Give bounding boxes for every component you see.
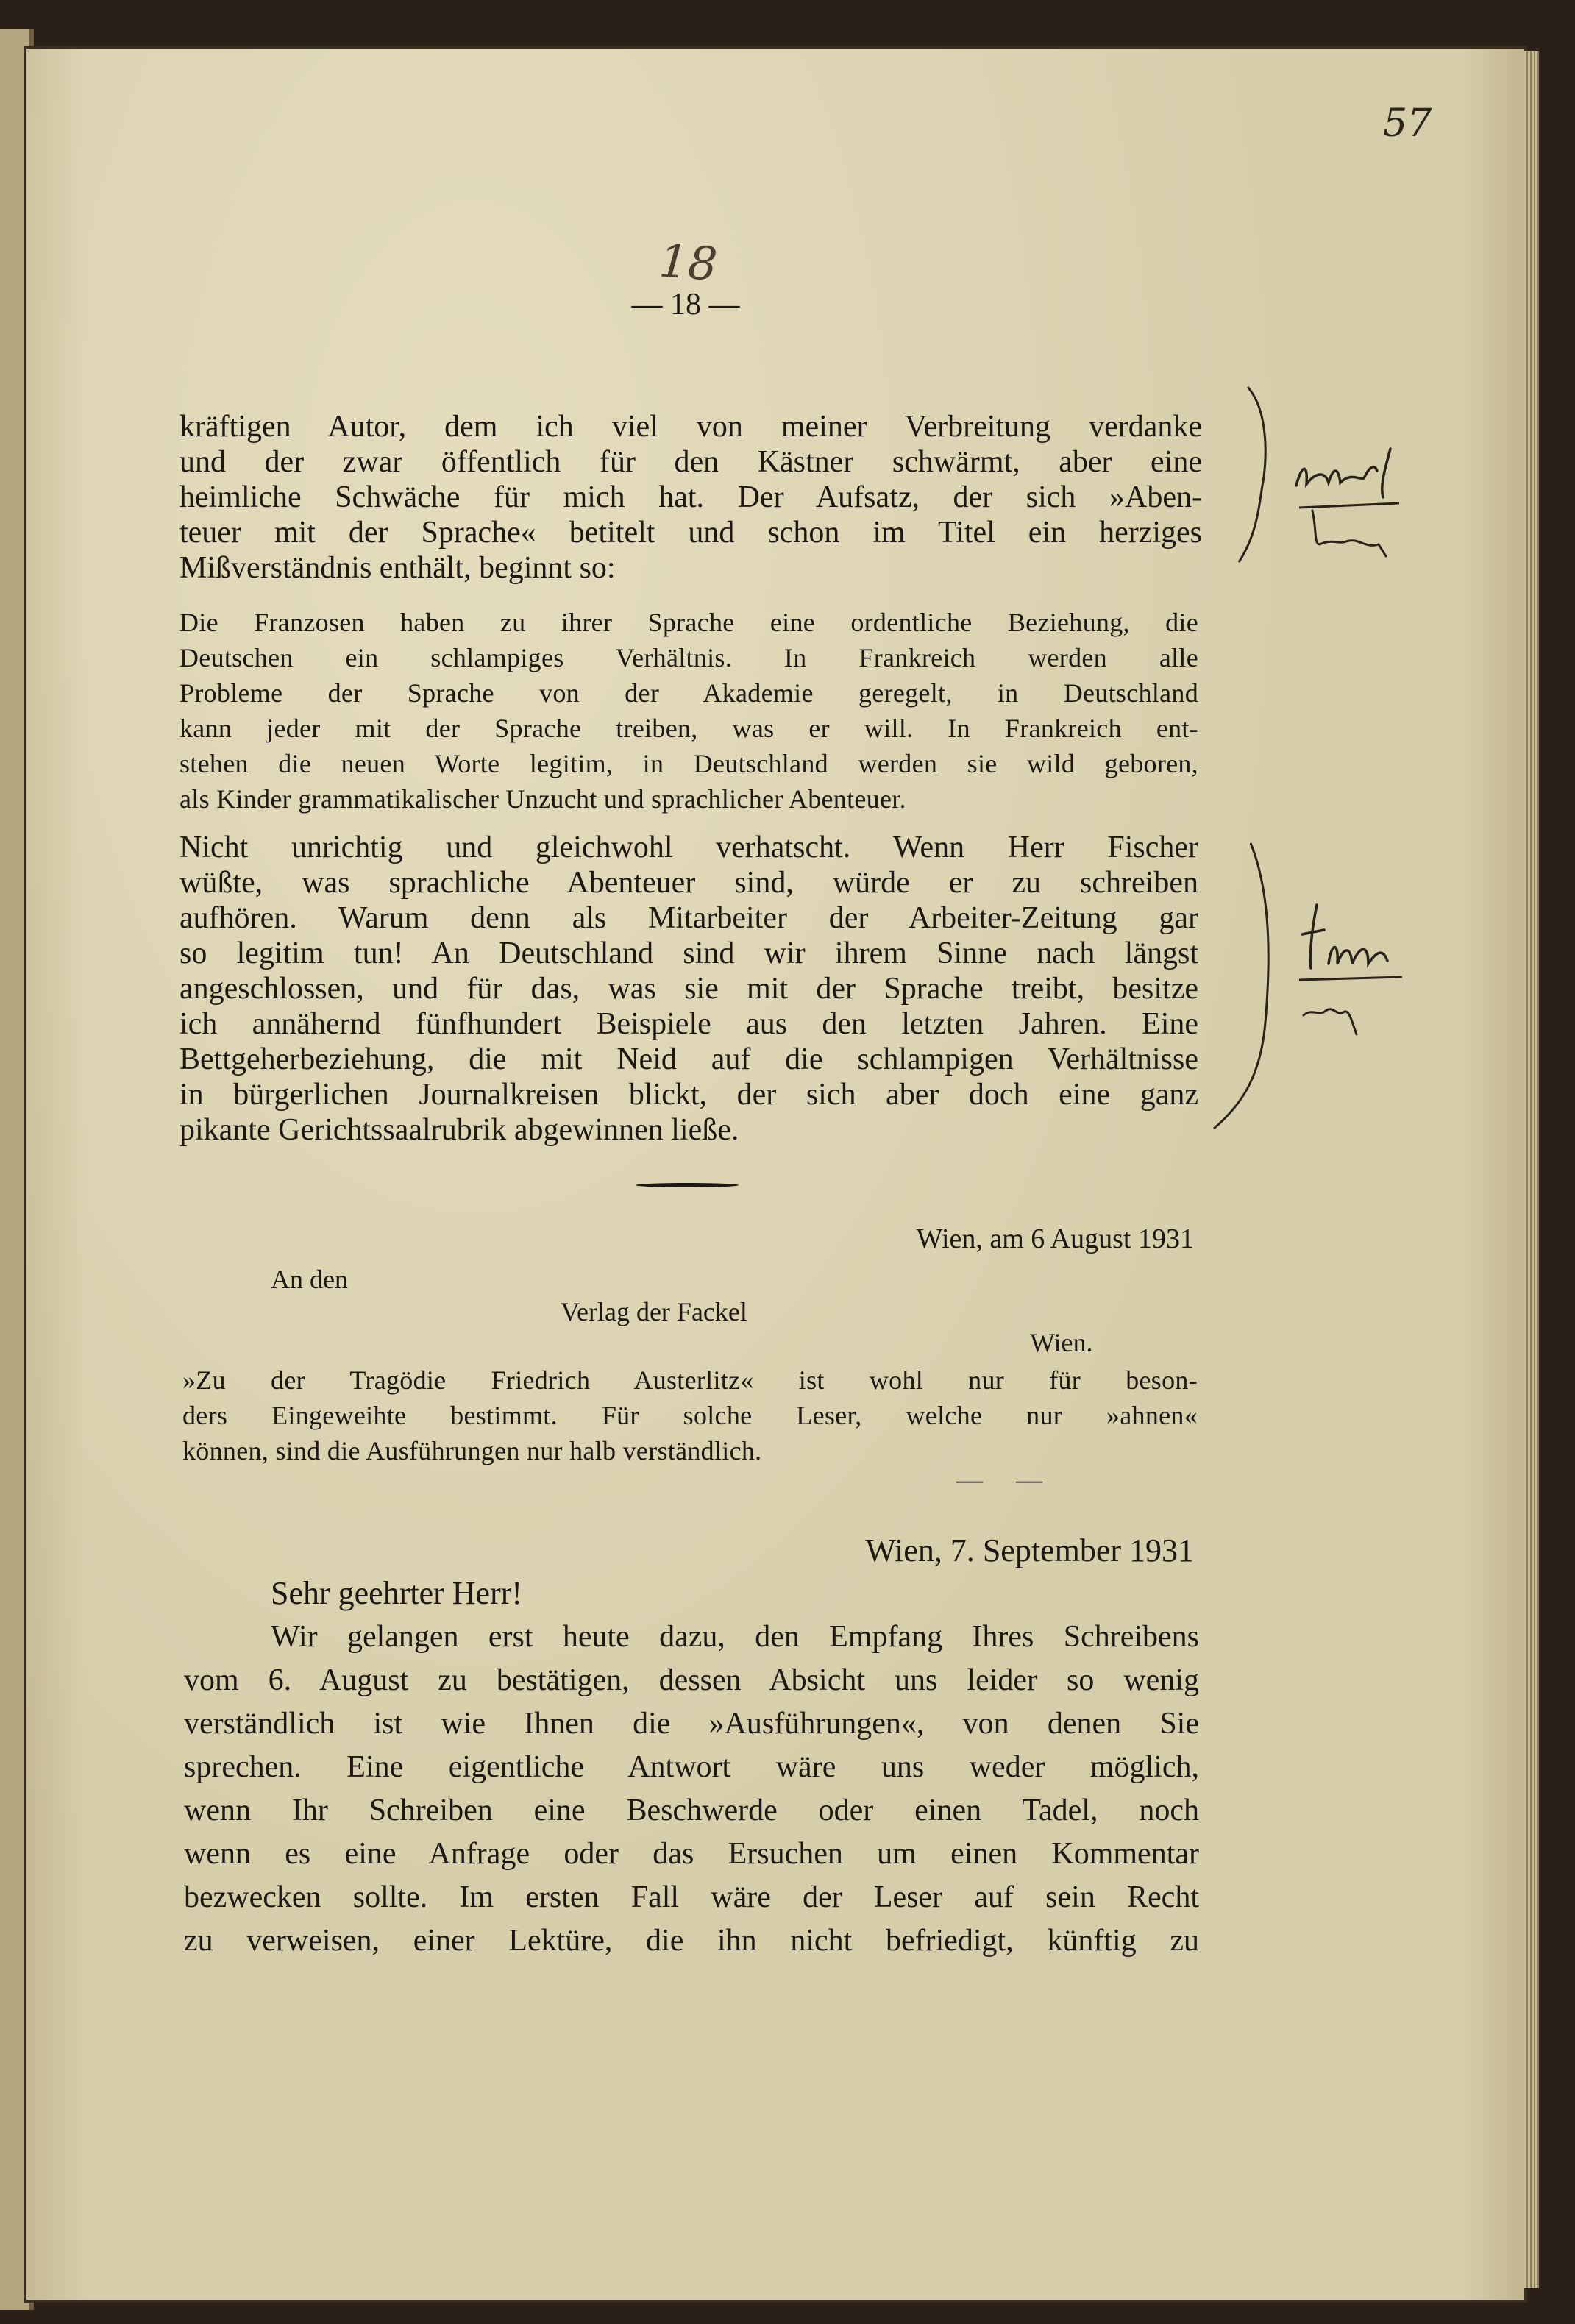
text-line: Wir gelangen erst heute dazu, den Empfang Ihres Schreibens xyxy=(271,1620,1199,1654)
text-line: »Zu der Tragödie Friedrich Austerlitz« ist wohl nur für beson- xyxy=(182,1365,1198,1395)
text-line: so legitim tun! An Deutschland sind wir ihrem Sinne nach längst xyxy=(179,937,1198,970)
margin-scribble-1 xyxy=(1287,434,1412,574)
text-line: wenn es eine Anfrage oder das Ersuchen um einen Kommentar xyxy=(184,1837,1199,1871)
letter-1-date: Wien, am 6 August 1931 xyxy=(916,1223,1194,1254)
page-edges xyxy=(1524,51,1539,2288)
text-line: zu verweisen, einer Lektüre, die ihn nicht befriedigt, künftig zu xyxy=(184,1924,1199,1958)
text-line: sprechen. Eine eigentliche Antwort wäre uns weder möglich, xyxy=(184,1750,1199,1784)
text-line: ich annähernd fünfhundert Beispiele aus den letzten Jahren. Eine xyxy=(179,1007,1198,1041)
text-line: wüßte, was sprachliche Abenteuer sind, würde er zu schreiben xyxy=(179,866,1198,900)
letter-2-body xyxy=(184,1616,1199,1963)
text-line: als Kinder grammatikalischer Unzucht und sprachlicher Abenteuer. xyxy=(179,784,906,814)
block-quote xyxy=(179,605,1198,817)
text-line: bezwecken sollte. Im ersten Fall wäre der Leser auf sein Recht xyxy=(184,1880,1199,1914)
text-line: Bettgeherbeziehung, die mit Neid auf die schlampigen Verhältnisse xyxy=(179,1042,1198,1076)
text-line: vom 6. August zu bestätigen, dessen Absicht uns leider so wenig xyxy=(184,1663,1199,1697)
text-line: pikante Gerichtssaalrubrik abgewinnen ließe. xyxy=(179,1113,739,1147)
text-line: und der zwar öffentlich für den Kästner schwärmt, aber eine xyxy=(179,445,1202,479)
paragraph-1 xyxy=(179,409,1202,586)
text-line: stehen die neuen Worte legitim, in Deutschland werden sie wild geboren, xyxy=(179,749,1198,778)
text-line: wenn Ihr Schreiben eine Beschwerde oder einen Tadel, noch xyxy=(184,1794,1199,1827)
text-line: verständlich ist wie Ihnen die »Ausführungen«, von denen Sie xyxy=(184,1707,1199,1741)
text-line: kann jeder mit der Sprache treiben, was er will. In Frankreich ent- xyxy=(179,714,1198,743)
letter-1-addressee: Verlag der Fackel xyxy=(561,1297,747,1326)
letter-1-salutation: An den xyxy=(271,1265,348,1294)
text-line: Probleme der Sprache von der Akademie geregelt, in Deutschland xyxy=(179,678,1198,708)
text-line: kräftigen Autor, dem ich viel von meiner Verbreitung verdanke xyxy=(179,410,1202,444)
page-number-handwritten: 18 xyxy=(657,233,719,291)
text-line: aufhören. Warum denn als Mitarbeiter der Arbeiter-Zeitung gar xyxy=(179,901,1198,935)
text-line: Deutschen ein schlampiges Verhältnis. In Frankreich werden alle xyxy=(179,643,1198,672)
text-line: Nicht unrichtig und gleichwohl verhatscht. Wenn Herr Fischer xyxy=(179,831,1198,864)
text-line: ders Eingeweihte bestimmt. Für solche Leser, welche nur »ahnen« xyxy=(182,1401,1198,1430)
margin-bracket-2 xyxy=(1206,839,1280,1133)
text-line: heimliche Schwäche für mich hat. Der Aufsatz, der sich »Aben- xyxy=(179,480,1202,514)
text-line: können, sind die Ausführungen nur halb verständlich. xyxy=(182,1436,762,1465)
text-line: teuer mit der Sprache« betitelt und schon im Titel ein herziges xyxy=(179,516,1202,550)
letter-2-greeting: Sehr geehrter Herr! xyxy=(271,1575,523,1611)
paragraph-2 xyxy=(179,830,1198,1148)
text-line: angeschlossen, und für das, was sie mit der Sprache treibt, besitze xyxy=(179,972,1198,1006)
text-line: in bürgerlichen Journalkreisen blickt, der sich aber doch eine ganz xyxy=(179,1078,1198,1112)
text-line: Mißverständnis enthält, beginnt so: xyxy=(179,551,616,585)
section-separator xyxy=(636,1183,739,1187)
closing-dashes: — — xyxy=(956,1465,1056,1494)
letter-2-date: Wien, 7. September 1931 xyxy=(865,1532,1194,1568)
page-number: — 18 — xyxy=(631,288,740,321)
folio-number-handwritten: 57 xyxy=(1383,102,1432,146)
letter-1-body xyxy=(182,1362,1198,1468)
text-line: Die Franzosen haben zu ihrer Sprache eine ordentliche Beziehung, die xyxy=(179,608,1198,637)
letter-1-city: Wien. xyxy=(1030,1328,1093,1357)
margin-scribble-2 xyxy=(1295,898,1412,1045)
margin-bracket-1 xyxy=(1233,383,1292,566)
